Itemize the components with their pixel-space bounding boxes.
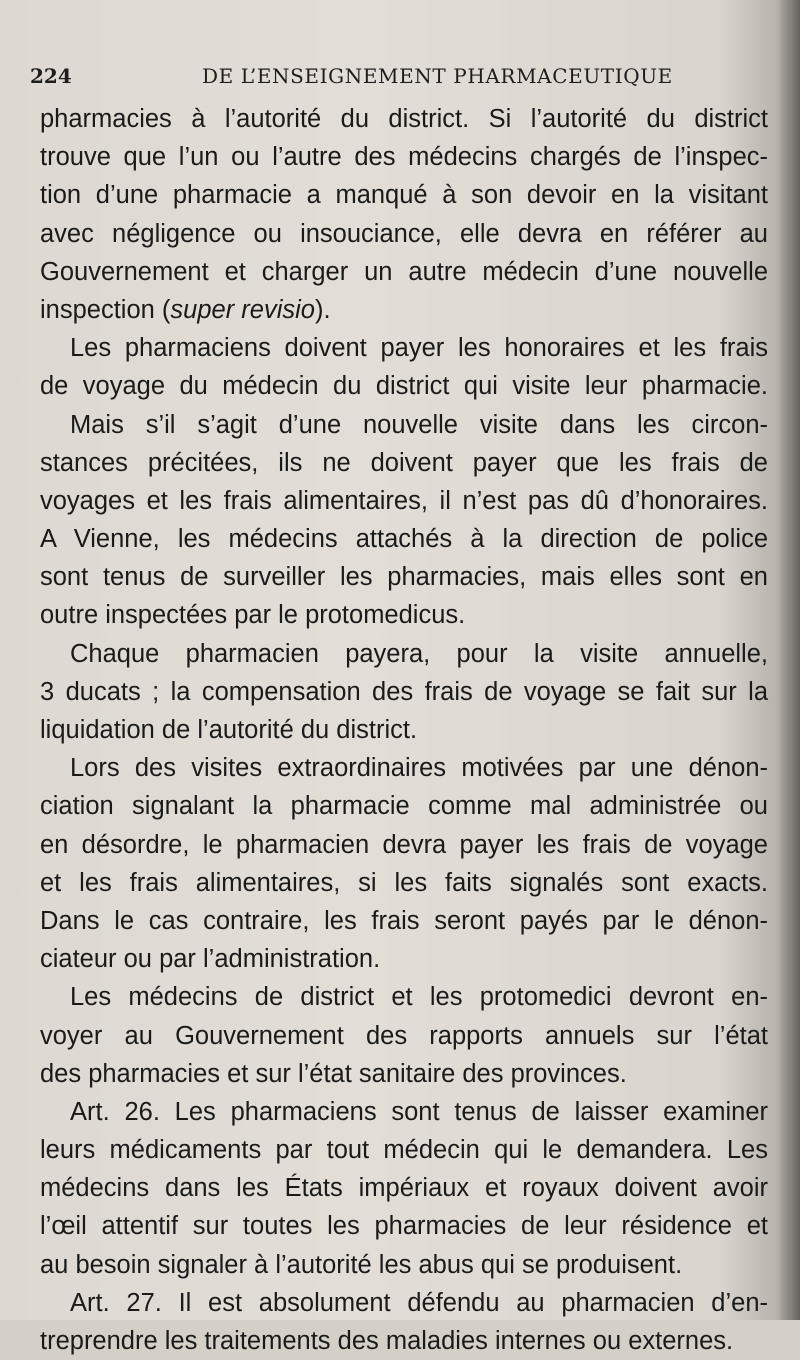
text-line: Art. 26. Les pharmaciens sont tenus de laisser examiner	[70, 1097, 768, 1126]
text-line: tion d’une pharmacie a manqué à son devoir en la visitant	[40, 181, 768, 210]
text-line: Chaque pharmacien payera, pour la visite annuelle,	[70, 639, 768, 668]
text-line: avec négligence ou insouciance, elle devra en référer au	[40, 219, 768, 248]
text-line: outre inspectées par le protomedicus.	[40, 601, 466, 630]
latin-phrase: super revisio	[170, 295, 315, 324]
text-line: Les pharmaciens doivent payer les honoraires et les frais	[70, 334, 768, 363]
running-title: DE L’ENSEIGNEMENT PHARMACEUTIQUE	[202, 64, 673, 88]
page-edge-shadow	[778, 0, 800, 1320]
text-line: stances précitées, ils ne doivent payer que les frais de	[40, 448, 768, 477]
text-line: Dans le cas contraire, les frais seront payés par le dénon-	[40, 906, 768, 935]
text-line: treprendre les traitements des maladies internes ou externes.	[40, 1327, 734, 1355]
text-line: ciateur ou par l’administration.	[40, 945, 381, 974]
text-line: trouve que l’un ou l’autre des médecins chargés de l’inspec-	[40, 143, 768, 172]
text-line: Art. 27. Il est absolument défendu au pharmacien d’en-	[70, 1288, 768, 1317]
text-line: A Vienne, les médecins attachés à la direction de police	[40, 525, 768, 554]
text-line: Les médecins de district et les protomedici devront en-	[70, 983, 768, 1012]
text-line: en désordre, le pharmacien devra payer les frais de voyage	[40, 830, 768, 859]
text-line: au besoin signaler à l’autorité les abus qui se produisent.	[40, 1250, 683, 1279]
body-text	[40, 100, 768, 1360]
text-line: Mais s’il s’agit d’une nouvelle visite dans les circon-	[70, 410, 768, 439]
text-line: médecins dans les États impériaux et royaux doivent avoir	[40, 1174, 768, 1203]
text-line	[40, 291, 768, 329]
text-line: ciation signalant la pharmacie comme mal administrée ou	[40, 792, 768, 821]
text-line: de voyage du médecin du district qui visite leur pharmacie.	[40, 372, 768, 401]
text-line: voyages et les frais alimentaires, il n’est pas dû d’honoraires.	[40, 486, 768, 515]
text-line: leurs médicaments par tout médecin qui le demandera. Les	[40, 1136, 768, 1165]
text-fragment: inspection (	[40, 295, 171, 324]
text-line: liquidation de l’autorité du district.	[40, 716, 418, 744]
text-line: et les frais alimentaires, si les faits signalés sont exacts.	[40, 868, 768, 897]
page-number: 224	[30, 64, 72, 88]
text-line: pharmacies à l’autorité du district. Si l’autorité du district	[40, 105, 768, 133]
text-line: 3 ducats ; la compensation des frais de voyage se fait sur la	[40, 677, 768, 706]
text-line: voyer au Gouvernement des rapports annuels sur l’état	[40, 1021, 768, 1050]
text-line: sont tenus de surveiller les pharmacies, mais elles sont en	[40, 563, 768, 592]
text-line: Lors des visites extraordinaires motivées par une dénon-	[70, 754, 768, 783]
text-fragment: ).	[314, 295, 331, 324]
text-line: des pharmacies et sur l’état sanitaire des provinces.	[40, 1059, 627, 1088]
page-header	[30, 64, 770, 94]
text-line: l’œil attentif sur toutes les pharmacies de leur résidence et	[40, 1212, 768, 1241]
text-line: Gouvernement et charger un autre médecin d’une nouvelle	[40, 257, 768, 286]
